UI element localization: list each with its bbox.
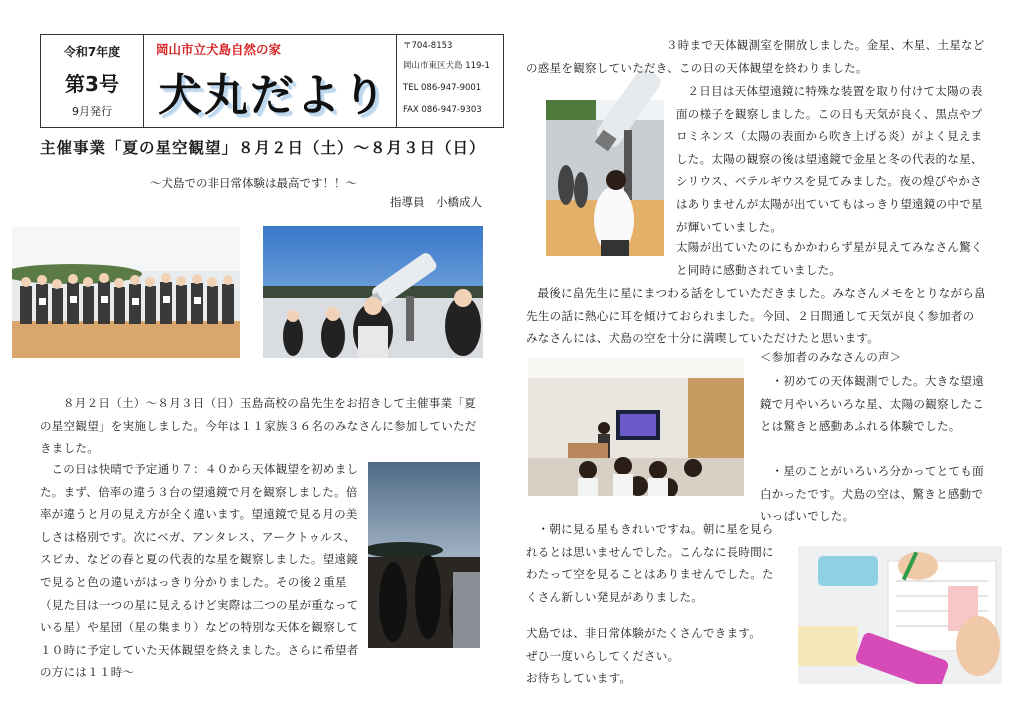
closing-line-2: ぜひ一度いらしてください。 — [526, 648, 680, 663]
lecture-photo — [528, 358, 744, 496]
organization-name: 岡山市立犬島自然の家 — [156, 42, 282, 57]
night-telescope-photo — [263, 226, 483, 358]
instructor-name: 指導員 小橋成人 — [390, 195, 482, 209]
observation-text: この日は快晴で予定通り７：４０から天体観望を初めました。まず、倍率の違う３台の望遠鏡で月を観察しました。倍率が違うと月の見え方が全く違います。望遠鏡で見る月の美しさは格別です。次にベガ、アンタレス、アークトゥルス、スピカ、などの春と夏の代表的な星を観察しました。望遠鏡で見ると色の違いがはっきり分かりました。その後２重星（見た目は一つの星に見えるけど実際は二つの星が重なっている星）や星団（星の集まり）などの特別な天体を観察して１０時に予定していた天体観望を終えました。さらに希望者の方には１１時～ — [40, 462, 359, 680]
article-heading: 主催事業「夏の星空観望」８月２日（土）～８月３日（日） — [40, 139, 486, 157]
continuation-paragraph — [526, 34, 986, 79]
postal-code: 〒704-8153 — [403, 41, 453, 51]
closing-line-3: お待ちしています。 — [526, 671, 632, 686]
voice-1: ・初めての天体観測でした。大きな望遠鏡で月やいろいろな星、太陽の観察したことは驚きと感動あふれる体験でした。 — [760, 374, 985, 434]
closing-talk-paragraph: 最後に畠先生に星にまつわる話をしていただきました。みなさんメモをとりながら畠先生の話に熱心に耳を傾けておられました。今回、２日間通して天気が良く参加者のみなさんには、犬島の空を十分に満喫していただけたと思います。 — [526, 286, 986, 346]
title-cell — [144, 35, 397, 127]
contact-info — [397, 35, 503, 127]
address: 岡山市東区犬島 119-1 — [403, 61, 490, 71]
issue-number: 第3号 — [65, 72, 119, 96]
group-photo — [12, 226, 240, 358]
intro-paragraph: ８月２日（土）～８月３日（日）玉島高校の畠先生をお招きして主催事業「夏の星空観望」を実施しました。今年は１１家族３６名のみなさんに参加していただきました。 — [40, 396, 477, 456]
article-subtitle: ～犬島での非日常体験は最高です！！～ — [150, 176, 357, 190]
closing-message — [526, 622, 796, 690]
continuation-text: ３時まで天体観測室を開放しました。金星、木星、土星などの惑星を観察していただき、この日の天体観望を終わりました。 — [526, 38, 985, 75]
voice-2: ・星のことがいろいろ分かってとても面白かったです。犬島の空は、驚きと感動でいっぱいでした。 — [760, 464, 984, 524]
day2-paragraph: ２日目は天体望遠鏡に特殊な装置を取り付けて太陽の表面の様子を観察しました。この日も天気が良く、黒点やプロミネンス（太陽の表面から吹き上げる炎）がよく見えました。太陽の観察の後は望遠鏡で金星と冬の代表的な星、シリウス、ベテルギウスを見てみました。夜の煌びやかさはありませんが太陽が出ていてもはっきり望遠鏡の中で星が輝いていました。 — [676, 84, 983, 234]
masthead — [40, 34, 504, 128]
float-spacer-2 — [776, 540, 986, 640]
surprise-paragraph: 太陽が出ていたのにもかかわらず星が見えてみなさん驚くと同時に感動されていました。 — [676, 240, 983, 277]
right-column — [526, 34, 986, 79]
float-spacer-1 — [526, 34, 666, 35]
photo-spacer — [364, 458, 486, 654]
newsletter-title: 犬丸だより — [158, 70, 388, 121]
closing-line-1: 犬島では、非日常体験がたくさんできます。 — [526, 626, 762, 640]
fax: FAX 086-947-9303 — [403, 105, 482, 115]
telephone: TEL 086-947-9001 — [403, 83, 482, 93]
fiscal-year: 令和7年度 — [63, 45, 121, 59]
issue-month: 9月発行 — [72, 105, 112, 118]
voice-3-text: ・朝に見る星もきれいですね。朝に星を見られるとは思いませんでした。こんなに長時間にわたって空を見ることはありませんでした。たくさん新しい発見がありました。 — [526, 522, 774, 604]
voices-heading: ＜参加者のみなさんの声＞ — [760, 350, 902, 364]
observation-paragraph — [40, 458, 486, 684]
solar-telescope-photo — [546, 60, 664, 256]
issue-info — [41, 35, 144, 127]
